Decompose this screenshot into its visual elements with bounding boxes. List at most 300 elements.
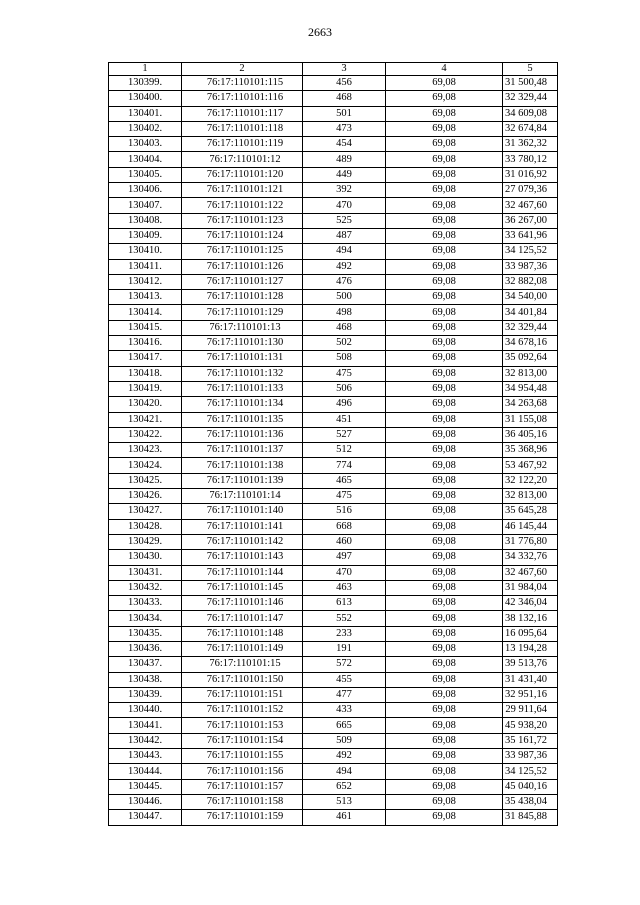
rate-cell: 69,08	[386, 626, 503, 641]
row-number-cell: 130423.	[109, 443, 182, 458]
row-number-cell: 130426.	[109, 489, 182, 504]
table-row	[109, 121, 558, 136]
table-row	[109, 366, 558, 381]
row-number-cell: 130438.	[109, 672, 182, 687]
value-cell: 31 500,48	[503, 76, 558, 91]
cadastral-number-cell: 76:17:110101:136	[182, 427, 303, 442]
column-header-4: 4	[386, 63, 503, 76]
value-cell: 31 776,80	[503, 534, 558, 549]
area-cell: 463	[303, 580, 386, 595]
area-cell: 516	[303, 504, 386, 519]
rate-cell: 69,08	[386, 336, 503, 351]
rate-cell: 69,08	[386, 473, 503, 488]
value-cell: 16 095,64	[503, 626, 558, 641]
area-cell: 497	[303, 550, 386, 565]
row-number-cell: 130421.	[109, 412, 182, 427]
value-cell: 31 155,08	[503, 412, 558, 427]
table-row	[109, 152, 558, 167]
value-cell: 32 951,16	[503, 687, 558, 702]
table-row	[109, 274, 558, 289]
row-number-cell: 130416.	[109, 336, 182, 351]
value-cell: 33 641,96	[503, 228, 558, 243]
row-number-cell: 130432.	[109, 580, 182, 595]
area-cell: 501	[303, 106, 386, 121]
value-cell: 38 132,16	[503, 611, 558, 626]
row-number-cell: 130419.	[109, 381, 182, 396]
area-cell: 506	[303, 381, 386, 396]
row-number-cell: 130437.	[109, 657, 182, 672]
cadastral-number-cell: 76:17:110101:130	[182, 336, 303, 351]
area-cell: 527	[303, 427, 386, 442]
rate-cell: 69,08	[386, 687, 503, 702]
rate-cell: 69,08	[386, 718, 503, 733]
value-cell: 53 467,92	[503, 458, 558, 473]
rate-cell: 69,08	[386, 565, 503, 580]
value-cell: 45 040,16	[503, 779, 558, 794]
row-number-cell: 130430.	[109, 550, 182, 565]
cadastral-number-cell: 76:17:110101:128	[182, 290, 303, 305]
column-header-5: 5	[503, 63, 558, 76]
area-cell: 233	[303, 626, 386, 641]
rate-cell: 69,08	[386, 366, 503, 381]
area-cell: 465	[303, 473, 386, 488]
cadastral-number-cell: 76:17:110101:159	[182, 810, 303, 825]
cadastral-number-cell: 76:17:110101:137	[182, 443, 303, 458]
area-cell: 494	[303, 244, 386, 259]
cadastral-number-cell: 76:17:110101:140	[182, 504, 303, 519]
row-number-cell: 130433.	[109, 596, 182, 611]
value-cell: 34 609,08	[503, 106, 558, 121]
value-cell: 31 431,40	[503, 672, 558, 687]
row-number-cell: 130403.	[109, 137, 182, 152]
cadastral-number-cell: 76:17:110101:138	[182, 458, 303, 473]
value-cell: 32 674,84	[503, 121, 558, 136]
rate-cell: 69,08	[386, 244, 503, 259]
cadastral-number-cell: 76:17:110101:154	[182, 733, 303, 748]
cadastral-number-cell: 76:17:110101:155	[182, 749, 303, 764]
table-row	[109, 443, 558, 458]
table-row	[109, 733, 558, 748]
value-cell: 32 813,00	[503, 489, 558, 504]
table-row	[109, 412, 558, 427]
row-number-cell: 130401.	[109, 106, 182, 121]
row-number-cell: 130431.	[109, 565, 182, 580]
row-number-cell: 130405.	[109, 167, 182, 182]
table-row	[109, 580, 558, 595]
table-row	[109, 213, 558, 228]
cadastral-number-cell: 76:17:110101:158	[182, 794, 303, 809]
value-cell: 32 467,60	[503, 565, 558, 580]
rate-cell: 69,08	[386, 779, 503, 794]
area-cell: 191	[303, 641, 386, 656]
cadastral-number-cell: 76:17:110101:146	[182, 596, 303, 611]
value-cell: 34 263,68	[503, 397, 558, 412]
row-number-cell: 130412.	[109, 274, 182, 289]
value-cell: 35 368,96	[503, 443, 558, 458]
rate-cell: 69,08	[386, 611, 503, 626]
area-cell: 455	[303, 672, 386, 687]
row-number-cell: 130443.	[109, 749, 182, 764]
table-row	[109, 718, 558, 733]
value-cell: 13 194,28	[503, 641, 558, 656]
table-row	[109, 703, 558, 718]
row-number-cell: 130411.	[109, 259, 182, 274]
value-cell: 33 780,12	[503, 152, 558, 167]
area-cell: 470	[303, 565, 386, 580]
area-cell: 502	[303, 336, 386, 351]
row-number-cell: 130446.	[109, 794, 182, 809]
table-row	[109, 198, 558, 213]
value-cell: 35 092,64	[503, 351, 558, 366]
row-number-cell: 130404.	[109, 152, 182, 167]
rate-cell: 69,08	[386, 397, 503, 412]
rate-cell: 69,08	[386, 213, 503, 228]
value-cell: 31 362,32	[503, 137, 558, 152]
cadastral-number-cell: 76:17:110101:147	[182, 611, 303, 626]
rate-cell: 69,08	[386, 550, 503, 565]
table-row	[109, 504, 558, 519]
row-number-cell: 130444.	[109, 764, 182, 779]
value-cell: 32 329,44	[503, 91, 558, 106]
table-row	[109, 687, 558, 702]
cadastral-number-cell: 76:17:110101:143	[182, 550, 303, 565]
area-cell: 475	[303, 366, 386, 381]
value-cell: 36 405,16	[503, 427, 558, 442]
area-cell: 508	[303, 351, 386, 366]
table-row	[109, 565, 558, 580]
data-table	[108, 62, 558, 826]
rate-cell: 69,08	[386, 504, 503, 519]
row-number-cell: 130445.	[109, 779, 182, 794]
rate-cell: 69,08	[386, 489, 503, 504]
cadastral-number-cell: 76:17:110101:134	[182, 397, 303, 412]
row-number-cell: 130409.	[109, 228, 182, 243]
table-row	[109, 794, 558, 809]
cadastral-number-cell: 76:17:110101:124	[182, 228, 303, 243]
cadastral-number-cell: 76:17:110101:120	[182, 167, 303, 182]
table-row	[109, 381, 558, 396]
area-cell: 487	[303, 228, 386, 243]
row-number-cell: 130406.	[109, 183, 182, 198]
cadastral-number-cell: 76:17:110101:145	[182, 580, 303, 595]
row-number-cell: 130428.	[109, 519, 182, 534]
cadastral-number-cell: 76:17:110101:151	[182, 687, 303, 702]
row-number-cell: 130435.	[109, 626, 182, 641]
rate-cell: 69,08	[386, 458, 503, 473]
value-cell: 31 984,04	[503, 580, 558, 595]
value-cell: 45 938,20	[503, 718, 558, 733]
value-cell: 32 882,08	[503, 274, 558, 289]
table-row	[109, 91, 558, 106]
area-cell: 525	[303, 213, 386, 228]
rate-cell: 69,08	[386, 259, 503, 274]
rate-cell: 69,08	[386, 167, 503, 182]
value-cell: 34 954,48	[503, 381, 558, 396]
row-number-cell: 130424.	[109, 458, 182, 473]
rate-cell: 69,08	[386, 749, 503, 764]
cadastral-number-cell: 76:17:110101:12	[182, 152, 303, 167]
area-cell: 475	[303, 489, 386, 504]
table-row	[109, 473, 558, 488]
cadastral-number-cell: 76:17:110101:126	[182, 259, 303, 274]
rate-cell: 69,08	[386, 274, 503, 289]
row-number-cell: 130429.	[109, 534, 182, 549]
row-number-cell: 130415.	[109, 320, 182, 335]
cadastral-number-cell: 76:17:110101:135	[182, 412, 303, 427]
table-row	[109, 626, 558, 641]
table-row	[109, 779, 558, 794]
row-number-cell: 130440.	[109, 703, 182, 718]
table-row	[109, 657, 558, 672]
area-cell: 392	[303, 183, 386, 198]
table-row	[109, 167, 558, 182]
value-cell: 34 678,16	[503, 336, 558, 351]
table-row	[109, 228, 558, 243]
table-row	[109, 290, 558, 305]
row-number-cell: 130402.	[109, 121, 182, 136]
row-number-cell: 130436.	[109, 641, 182, 656]
column-header-1: 1	[109, 63, 182, 76]
area-cell: 477	[303, 687, 386, 702]
value-cell: 34 332,76	[503, 550, 558, 565]
row-number-cell: 130439.	[109, 687, 182, 702]
value-cell: 32 122,20	[503, 473, 558, 488]
row-number-cell: 130399.	[109, 76, 182, 91]
cadastral-number-cell: 76:17:110101:152	[182, 703, 303, 718]
area-cell: 454	[303, 137, 386, 152]
row-number-cell: 130427.	[109, 504, 182, 519]
row-number-cell: 130413.	[109, 290, 182, 305]
table-row	[109, 458, 558, 473]
rate-cell: 69,08	[386, 290, 503, 305]
rate-cell: 69,08	[386, 198, 503, 213]
cadastral-number-cell: 76:17:110101:117	[182, 106, 303, 121]
table-row	[109, 764, 558, 779]
row-number-cell: 130407.	[109, 198, 182, 213]
value-cell: 46 145,44	[503, 519, 558, 534]
table-row	[109, 519, 558, 534]
value-cell: 39 513,76	[503, 657, 558, 672]
area-cell: 492	[303, 259, 386, 274]
rate-cell: 69,08	[386, 534, 503, 549]
column-header-3: 3	[303, 63, 386, 76]
table-row	[109, 244, 558, 259]
table-row	[109, 550, 558, 565]
table-row	[109, 320, 558, 335]
area-cell: 652	[303, 779, 386, 794]
rate-cell: 69,08	[386, 580, 503, 595]
cadastral-number-cell: 76:17:110101:116	[182, 91, 303, 106]
cadastral-number-cell: 76:17:110101:127	[182, 274, 303, 289]
rate-cell: 69,08	[386, 91, 503, 106]
table-row	[109, 76, 558, 91]
table-row	[109, 641, 558, 656]
rate-cell: 69,08	[386, 228, 503, 243]
area-cell: 613	[303, 596, 386, 611]
table-row	[109, 611, 558, 626]
value-cell: 34 125,52	[503, 764, 558, 779]
cadastral-number-cell: 76:17:110101:15	[182, 657, 303, 672]
cadastral-number-cell: 76:17:110101:133	[182, 381, 303, 396]
area-cell: 552	[303, 611, 386, 626]
table-row	[109, 534, 558, 549]
area-cell: 572	[303, 657, 386, 672]
area-cell: 468	[303, 91, 386, 106]
area-cell: 513	[303, 794, 386, 809]
value-cell: 34 125,52	[503, 244, 558, 259]
row-number-cell: 130417.	[109, 351, 182, 366]
rate-cell: 69,08	[386, 672, 503, 687]
row-number-cell: 130434.	[109, 611, 182, 626]
rate-cell: 69,08	[386, 733, 503, 748]
value-cell: 32 467,60	[503, 198, 558, 213]
row-number-cell: 130400.	[109, 91, 182, 106]
rate-cell: 69,08	[386, 121, 503, 136]
rate-cell: 69,08	[386, 657, 503, 672]
rate-cell: 69,08	[386, 427, 503, 442]
area-cell: 496	[303, 397, 386, 412]
value-cell: 31 016,92	[503, 167, 558, 182]
row-number-cell: 130414.	[109, 305, 182, 320]
rate-cell: 69,08	[386, 183, 503, 198]
cadastral-number-cell: 76:17:110101:14	[182, 489, 303, 504]
cadastral-number-cell: 76:17:110101:157	[182, 779, 303, 794]
area-cell: 668	[303, 519, 386, 534]
cadastral-number-cell: 76:17:110101:121	[182, 183, 303, 198]
area-cell: 451	[303, 412, 386, 427]
value-cell: 42 346,04	[503, 596, 558, 611]
cadastral-number-cell: 76:17:110101:129	[182, 305, 303, 320]
area-cell: 774	[303, 458, 386, 473]
table-row	[109, 336, 558, 351]
table-row	[109, 183, 558, 198]
cadastral-number-cell: 76:17:110101:115	[182, 76, 303, 91]
area-cell: 456	[303, 76, 386, 91]
cadastral-number-cell: 76:17:110101:118	[182, 121, 303, 136]
rate-cell: 69,08	[386, 412, 503, 427]
area-cell: 461	[303, 810, 386, 825]
table-row	[109, 397, 558, 412]
area-cell: 494	[303, 764, 386, 779]
value-cell: 35 161,72	[503, 733, 558, 748]
table-row	[109, 596, 558, 611]
cadastral-number-cell: 76:17:110101:153	[182, 718, 303, 733]
header-row	[109, 63, 558, 76]
value-cell: 32 329,44	[503, 320, 558, 335]
area-cell: 489	[303, 152, 386, 167]
rate-cell: 69,08	[386, 810, 503, 825]
area-cell: 665	[303, 718, 386, 733]
rate-cell: 69,08	[386, 443, 503, 458]
rate-cell: 69,08	[386, 106, 503, 121]
area-cell: 512	[303, 443, 386, 458]
value-cell: 35 438,04	[503, 794, 558, 809]
area-cell: 470	[303, 198, 386, 213]
area-cell: 509	[303, 733, 386, 748]
row-number-cell: 130447.	[109, 810, 182, 825]
rate-cell: 69,08	[386, 320, 503, 335]
table-row	[109, 305, 558, 320]
cadastral-number-cell: 76:17:110101:123	[182, 213, 303, 228]
rate-cell: 69,08	[386, 76, 503, 91]
value-cell: 33 987,36	[503, 749, 558, 764]
value-cell: 33 987,36	[503, 259, 558, 274]
value-cell: 36 267,00	[503, 213, 558, 228]
area-cell: 449	[303, 167, 386, 182]
value-cell: 32 813,00	[503, 366, 558, 381]
table-row	[109, 106, 558, 121]
rate-cell: 69,08	[386, 764, 503, 779]
cadastral-number-cell: 76:17:110101:13	[182, 320, 303, 335]
rate-cell: 69,08	[386, 305, 503, 320]
cadastral-number-cell: 76:17:110101:119	[182, 137, 303, 152]
cadastral-number-cell: 76:17:110101:122	[182, 198, 303, 213]
rate-cell: 69,08	[386, 596, 503, 611]
row-number-cell: 130410.	[109, 244, 182, 259]
cadastral-number-cell: 76:17:110101:131	[182, 351, 303, 366]
area-cell: 476	[303, 274, 386, 289]
table-row	[109, 672, 558, 687]
page-number: 2663	[308, 25, 332, 39]
row-number-cell: 130418.	[109, 366, 182, 381]
row-number-cell: 130408.	[109, 213, 182, 228]
row-number-cell: 130441.	[109, 718, 182, 733]
rate-cell: 69,08	[386, 519, 503, 534]
value-cell: 31 845,88	[503, 810, 558, 825]
area-cell: 460	[303, 534, 386, 549]
value-cell: 29 911,64	[503, 703, 558, 718]
area-cell: 468	[303, 320, 386, 335]
cadastral-number-cell: 76:17:110101:149	[182, 641, 303, 656]
rate-cell: 69,08	[386, 137, 503, 152]
rate-cell: 69,08	[386, 794, 503, 809]
area-cell: 500	[303, 290, 386, 305]
cadastral-number-cell: 76:17:110101:132	[182, 366, 303, 381]
row-number-cell: 130422.	[109, 427, 182, 442]
rate-cell: 69,08	[386, 703, 503, 718]
column-header-2: 2	[182, 63, 303, 76]
value-cell: 35 645,28	[503, 504, 558, 519]
value-cell: 34 401,84	[503, 305, 558, 320]
table-row	[109, 427, 558, 442]
cadastral-number-cell: 76:17:110101:125	[182, 244, 303, 259]
area-cell: 433	[303, 703, 386, 718]
area-cell: 473	[303, 121, 386, 136]
cadastral-number-cell: 76:17:110101:148	[182, 626, 303, 641]
rate-cell: 69,08	[386, 641, 503, 656]
value-cell: 34 540,00	[503, 290, 558, 305]
row-number-cell: 130425.	[109, 473, 182, 488]
table-row	[109, 137, 558, 152]
cadastral-number-cell: 76:17:110101:142	[182, 534, 303, 549]
rate-cell: 69,08	[386, 351, 503, 366]
area-cell: 498	[303, 305, 386, 320]
cadastral-number-cell: 76:17:110101:150	[182, 672, 303, 687]
cadastral-number-cell: 76:17:110101:156	[182, 764, 303, 779]
area-cell: 492	[303, 749, 386, 764]
table-row	[109, 489, 558, 504]
table-header	[109, 63, 558, 76]
cadastral-number-cell: 76:17:110101:141	[182, 519, 303, 534]
table-body	[109, 76, 558, 826]
cadastral-number-cell: 76:17:110101:139	[182, 473, 303, 488]
table-row	[109, 749, 558, 764]
value-cell: 27 079,36	[503, 183, 558, 198]
table-row	[109, 351, 558, 366]
row-number-cell: 130442.	[109, 733, 182, 748]
row-number-cell: 130420.	[109, 397, 182, 412]
rate-cell: 69,08	[386, 152, 503, 167]
